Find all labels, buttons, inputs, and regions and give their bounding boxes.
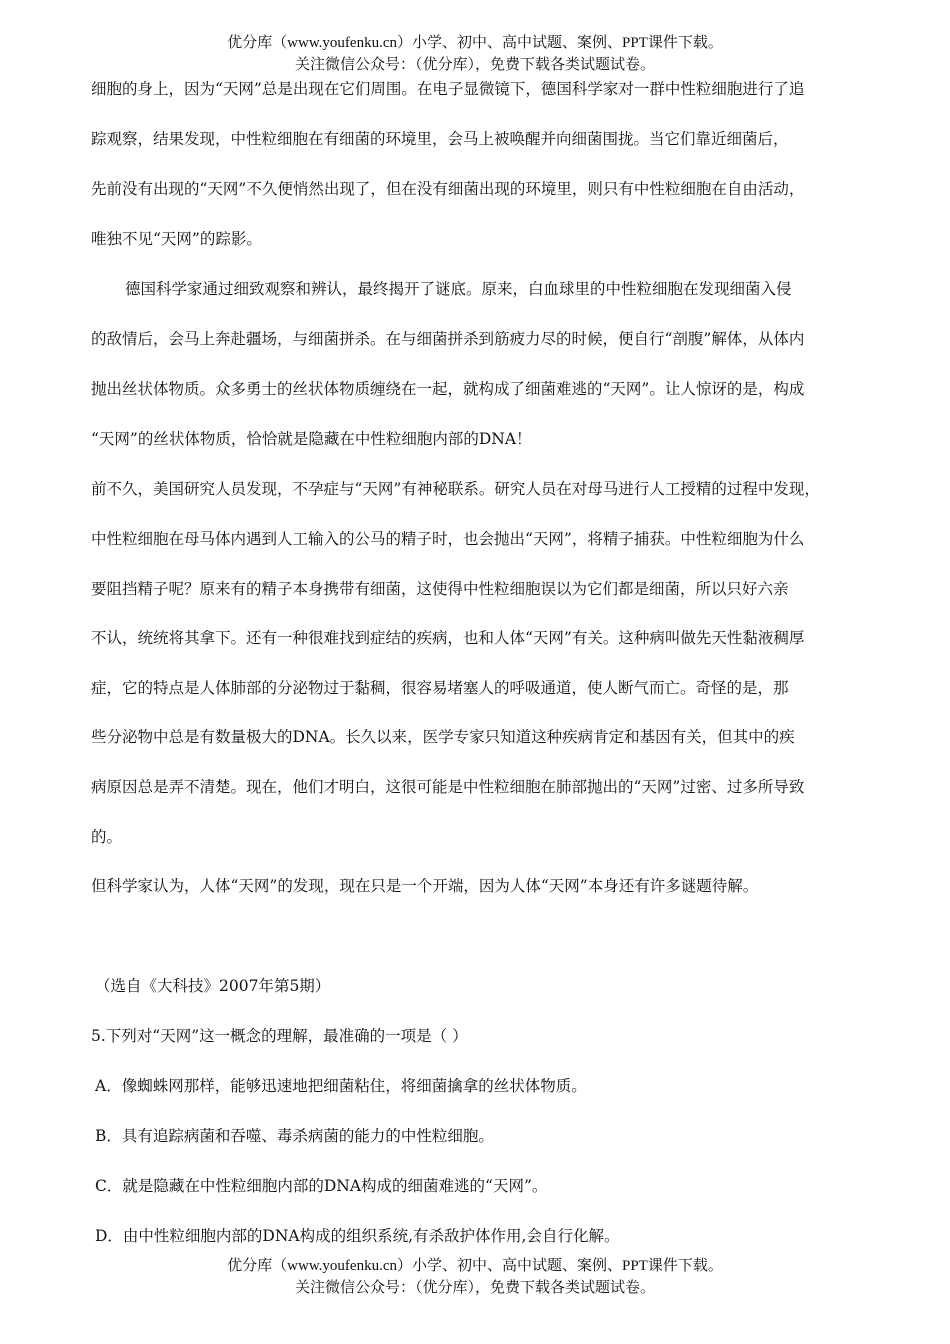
- body-line: 症，它的特点是人体肺部的分泌物过于黏稠，很容易堵塞人的呼吸通道，使人断气而亡。奇怪的是，那: [91, 679, 789, 697]
- body-line: 中性粒细胞在母马体内遇到人工输入的公马的精子时，也会抛出“天网”，将精子捕获。中性粒细胞为什么: [91, 530, 805, 548]
- option-d: D．由中性粒细胞内部的DNA构成的组织系统,有杀敌护体作用,会自行化解。: [95, 1227, 620, 1245]
- body-line: 些分泌物中总是有数量极大的DNA。长久以来，医学专家只知道这种疾病肯定和基因有关，但其中的疾: [91, 728, 795, 746]
- body-line: “天网”的丝状体物质，恰恰就是隐藏在中性粒细胞内部的DNA！: [91, 430, 532, 448]
- question-stem: 5.下列对“天网”这一概念的理解，最准确的一项是（ ）: [91, 1027, 468, 1045]
- option-c: C．就是隐藏在中性粒细胞内部的DNA构成的细菌难逃的“天网”。: [95, 1177, 548, 1195]
- body-line: 踪观察，结果发现，中性粒细胞在有细菌的环境里，会马上被唤醒并向细菌围拢。当它们靠近细菌后，: [91, 130, 789, 148]
- option-b: B．具有追踪病菌和吞噬、毒杀病菌的能力的中性粒细胞。: [95, 1127, 494, 1145]
- page-header: [0, 32, 950, 76]
- body-line: 的。: [91, 828, 123, 846]
- header-line-2: 关注微信公众号：（优分库），免费下载各类试题试卷。: [294, 57, 655, 73]
- option-a: A．像蜘蛛网那样，能够迅速地把细菌粘住，将细菌擒拿的丝状体物质。: [95, 1077, 587, 1095]
- source-citation: （选自《大科技》2007年第5期）: [95, 977, 331, 995]
- body-line: 先前没有出现的“天网”不久便悄然出现了，但在没有细菌出现的环境里，则只有中性粒细胞在自由活动，: [91, 180, 805, 198]
- body-line: 不认，统统将其拿下。还有一种很难找到症结的疾病，也和人体“天网”有关。这种病叫做先天性黏液稠厚: [91, 629, 805, 647]
- body-line: 前不久，美国研究人员发现，不孕症与“天网”有神秘联系。研究人员在对母马进行人工授精的过程中发现，: [91, 480, 820, 498]
- body-line: 但科学家认为，人体“天网”的发现，现在只是一个开端，因为人体“天网”本身还有许多谜题待解。: [91, 877, 759, 895]
- body-line: 抛出丝状体物质。众多勇士的丝状体物质缠绕在一起，就构成了细菌难逃的“天网”。让人惊讶的是，构成: [91, 380, 805, 398]
- page-footer: [0, 1255, 950, 1299]
- body-line: 唯独不见“天网”的踪影。: [91, 230, 262, 248]
- body-line: 的敌情后，会马上奔赴疆场，与细菌拼杀。在与细菌拼杀到筋疲力尽的时候，便自行“剖腹”解体，从体内: [91, 330, 805, 348]
- body-line: 病原因总是弄不清楚。现在，他们才明白，这很可能是中性粒细胞在肺部抛出的“天网”过密、过多所导致: [91, 778, 805, 796]
- body-line: 要阻挡精子呢？原来有的精子本身携带有细菌，这使得中性粒细胞误以为它们都是细菌，所以只好六亲: [91, 580, 789, 598]
- body-line: 德国科学家通过细致观察和辨认，最终揭开了谜底。原来，白血球里的中性粒细胞在发现细菌入侵: [125, 280, 792, 298]
- footer-line-2: 关注微信公众号：（优分库），免费下载各类试题试卷。: [294, 1280, 655, 1296]
- body-line: 细胞的身上，因为“天网”总是出现在它们周围。在电子显微镜下，德国科学家对一群中性粒细胞进行了追: [91, 80, 805, 98]
- footer-line-1: 优分库（www.youfenku.cn）小学、初中、高中试题、案例、PPT课件下载。: [227, 1258, 723, 1274]
- header-line-1: 优分库（www.youfenku.cn）小学、初中、高中试题、案例、PPT课件下载。: [227, 35, 723, 51]
